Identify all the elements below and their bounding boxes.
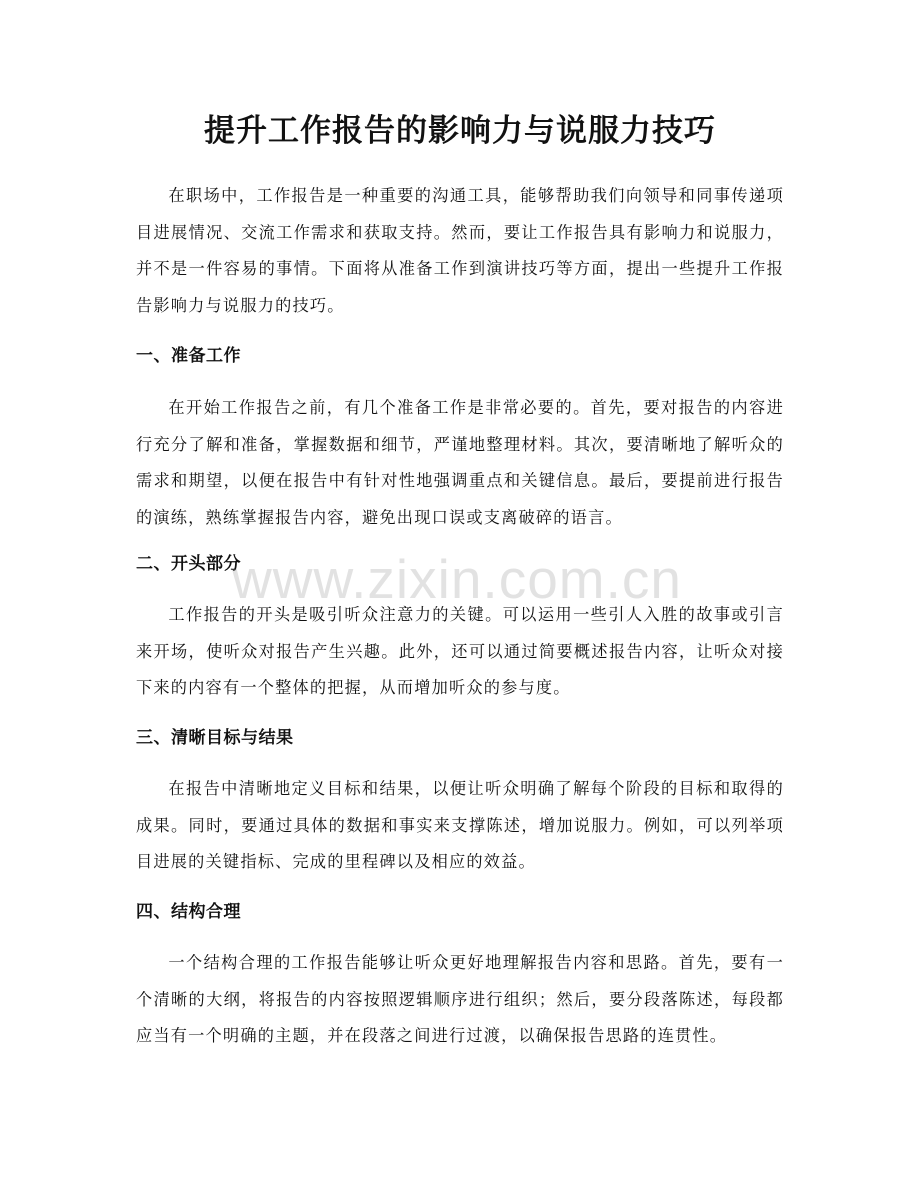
section-heading-opening: 二、开头部分: [136, 554, 241, 574]
document-title: 提升工作报告的影响力与说服力技巧: [204, 113, 716, 149]
section-heading-preparation: 一、准备工作: [136, 346, 241, 366]
section-text-structure: 一个结构合理的工作报告能够让听众更好地理解报告内容和思路。首先，要有一个清晰的大纲，将报告的内容按照逻辑顺序进行组织；然后，要分段落陈述，每段都应当有一个明确的主题，并在段落之间进行过渡，以确保报告思路的连贯性。: [136, 953, 784, 1045]
watermark: www.zixin.com.cn: [232, 548, 682, 610]
section-text-opening: 工作报告的开头是吸引听众注意力的关键。可以运用一些引人入胜的故事或引言来开场，使听众对报告产生兴趣。此外，还可以通过简要概述报告内容，让听众对接下来的内容有一个整体的把握，从而增加听众的参与度。: [136, 605, 784, 697]
section-heading-goals-results: 三、清晰目标与结果: [136, 728, 294, 748]
intro-paragraph: 在职场中，工作报告是一种重要的沟通工具，能够帮助我们向领导和同事传递项目进展情况、交流工作需求和获取支持。然而，要让工作报告具有影响力和说服力，并不是一件容易的事情。下面将从准备工作到演讲技巧等方面，提出一些提升工作报告影响力与说服力的技巧。: [136, 186, 784, 315]
section-text-preparation: 在开始工作报告之前，有几个准备工作是非常必要的。首先，要对报告的内容进行充分了解和准备，掌握数据和细节，严谨地整理材料。其次，要清晰地了解听众的需求和期望，以便在报告中有针对性地强调重点和关键信息。最后，要提前进行报告的演练，熟练掌握报告内容，避免出现口误或支离破碎的语言。: [136, 398, 784, 527]
section-text-goals-results: 在报告中清晰地定义目标和结果，以便让听众明确了解每个阶段的目标和取得的成果。同时，要通过具体的数据和事实来支撑陈述，增加说服力。例如，可以列举项目进展的关键指标、完成的里程碑以及相应的效益。: [136, 779, 784, 871]
section-heading-structure: 四、结构合理: [136, 902, 241, 922]
